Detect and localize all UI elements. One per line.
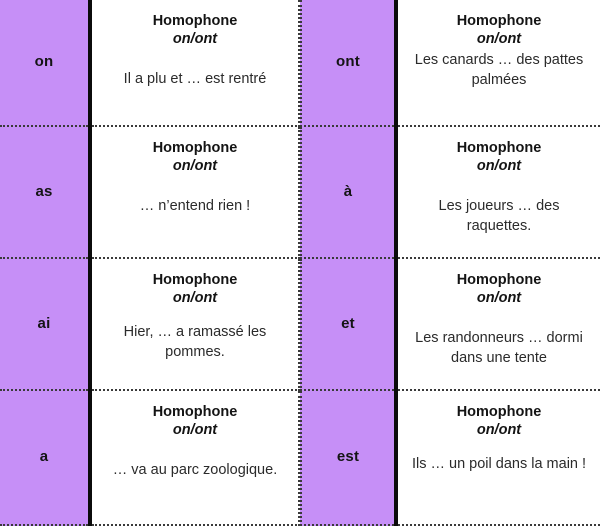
flashcard xyxy=(398,391,600,526)
answer-text: et xyxy=(341,314,355,332)
flashcard-subheading: on/ont xyxy=(172,290,218,307)
flashcard xyxy=(92,259,300,391)
flashcard xyxy=(398,127,600,259)
flashcard-sentence: Il a plu et … est rentré xyxy=(123,71,267,88)
flashcard-sentence: Les joueurs … des raquettes. xyxy=(438,198,560,234)
flashcard-heading: Homophone xyxy=(456,272,542,288)
answer-cell xyxy=(0,259,88,391)
flashcard-subheading: on/ont xyxy=(476,31,522,48)
answer-cell xyxy=(300,0,394,127)
answer-cell xyxy=(300,259,394,391)
flashcard-subheading: on/ont xyxy=(476,422,522,439)
flashcard-heading: Homophone xyxy=(152,13,238,29)
flashcard xyxy=(398,259,600,391)
answer-text: est xyxy=(336,448,360,466)
flashcard xyxy=(92,391,300,526)
flashcard-sentence: Hier, … a ramassé les pommes. xyxy=(123,324,267,360)
flashcard-subheading: on/ont xyxy=(172,422,218,439)
answer-cell xyxy=(0,127,88,259)
flashcard-sentence: Les canards … des pattes palmées xyxy=(414,52,584,88)
flashcard-subheading: on/ont xyxy=(476,290,522,307)
flashcard-subheading: on/ont xyxy=(476,158,522,175)
answer-text: ai xyxy=(37,314,51,332)
answer-cell xyxy=(300,391,394,526)
flashcard-sentence: Les randonneurs … dormi dans une tente xyxy=(415,330,583,366)
flashcard-heading: Homophone xyxy=(152,404,238,420)
answer-cell xyxy=(0,391,88,526)
flashcard-heading: Homophone xyxy=(456,404,542,420)
flashcard-subheading: on/ont xyxy=(172,158,218,175)
flashcard-subheading: on/ont xyxy=(172,31,218,48)
flashcard-heading: Homophone xyxy=(456,140,542,156)
flashcard xyxy=(92,0,300,127)
answer-cell xyxy=(0,0,88,127)
answer-text: as xyxy=(35,182,53,200)
flashcard-heading: Homophone xyxy=(152,140,238,156)
answer-text: on xyxy=(34,53,54,71)
answer-text: à xyxy=(343,182,353,200)
answer-text: ont xyxy=(336,53,360,71)
answer-cell xyxy=(300,127,394,259)
answer-text: a xyxy=(39,448,49,466)
flashcard xyxy=(398,0,600,127)
flashcard-sentence: … n’entend rien ! xyxy=(139,198,251,215)
flashcard-heading: Homophone xyxy=(456,13,542,29)
flashcard-heading: Homophone xyxy=(152,272,238,288)
flashcard-sentence: … va au parc zoologique. xyxy=(112,462,278,479)
flashcard xyxy=(92,127,300,259)
flashcard-sentence: Ils … un poil dans la main ! xyxy=(411,456,587,473)
